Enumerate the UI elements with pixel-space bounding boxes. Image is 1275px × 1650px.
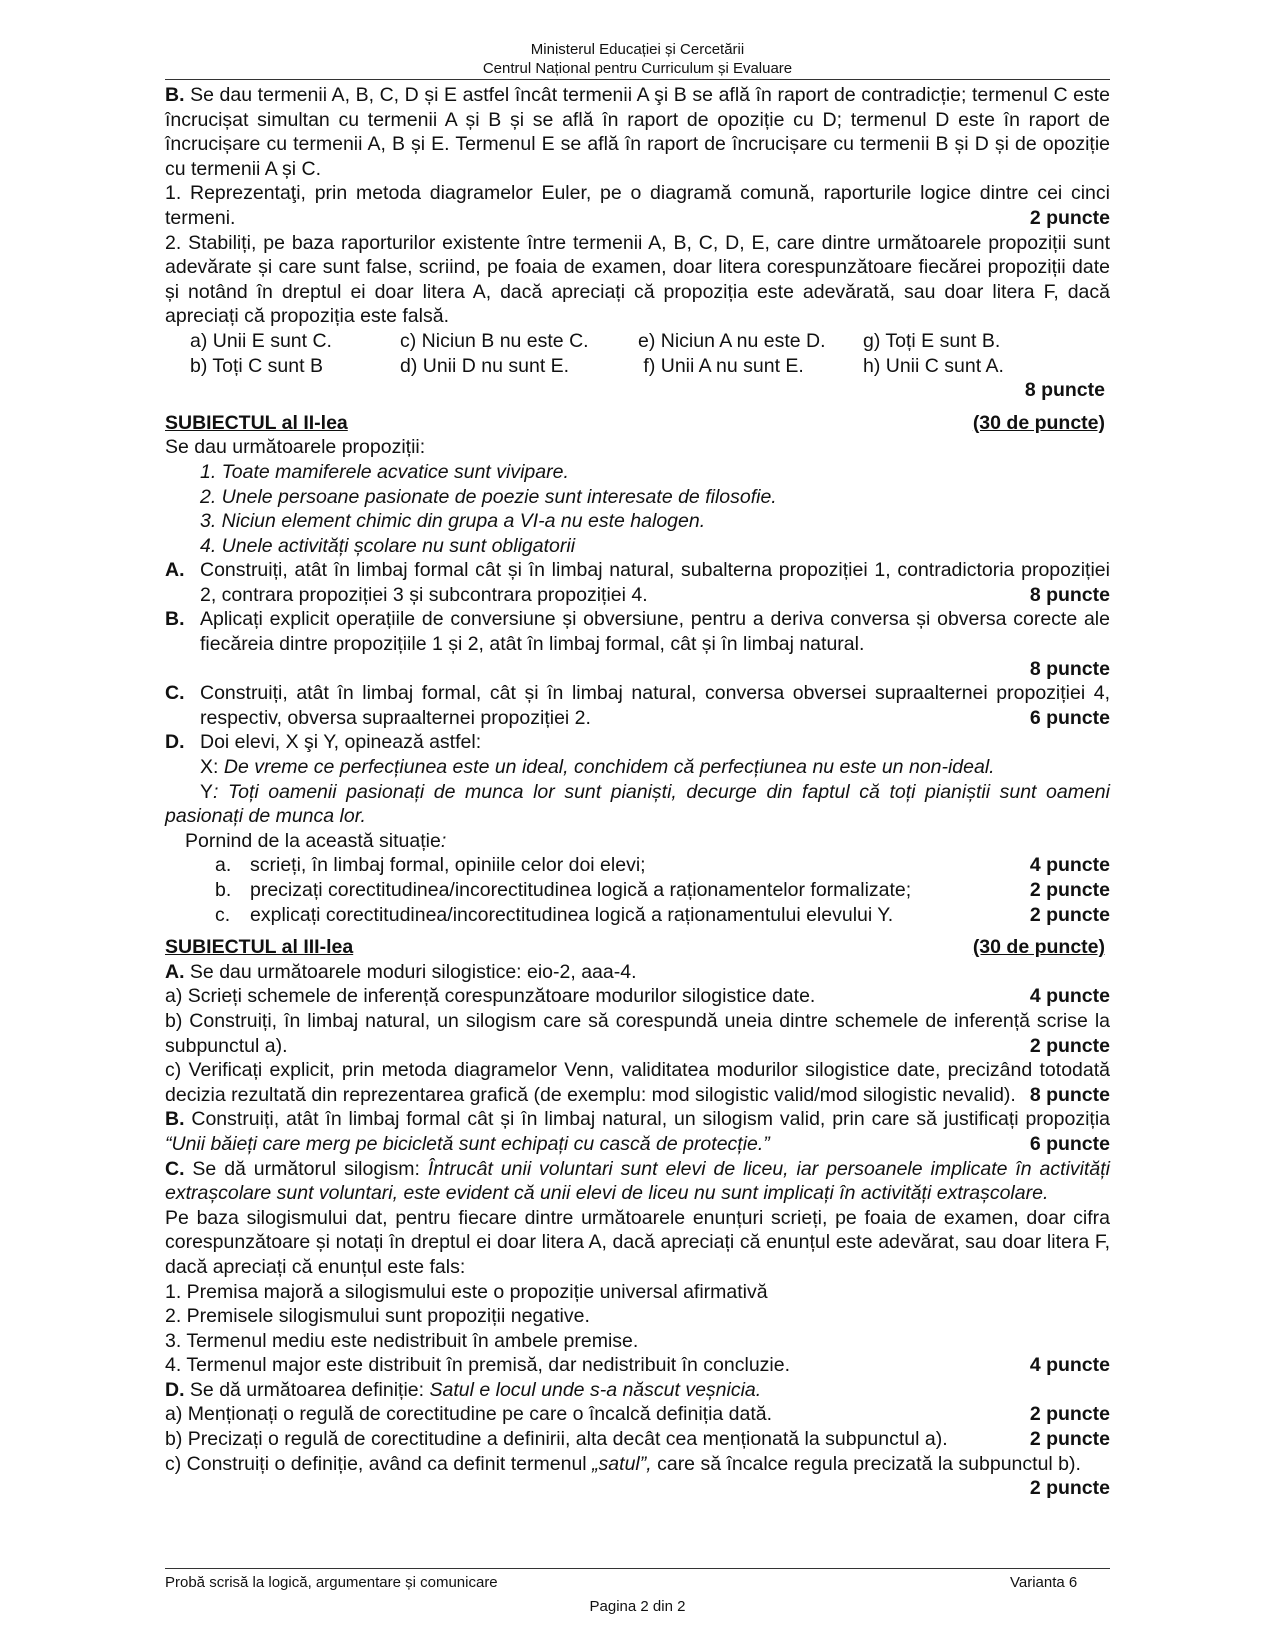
s1b-q2: 2. Stabiliți, pe baza raporturilor existente între termenii A, B, C, D, E, care dintre următoarele propoziții sunt adevărate și care sunt false, scriind, pe foaia de examen, doar litera corespunzătoare fiecărei propoziții date și notând în dreptul ei doar litera A, dacă apreciați că propoziția este adevărată, sau doar litera F, dacă apreciați că propoziția este falsă. [165,231,1110,328]
footer-rule [165,1568,1110,1569]
s3-A-c: c) Verificați explicit, prin metoda diagramelor Venn, validitatea modurilor silogistice date, precizând totodată decizia rezultată din reprezentarea grafică (de exemplu: mod silogistic valid/mod silogistic nevalid). 8 puncte [165,1059,1110,1106]
options-row: b) Toți C sunt B d) Unii D nu sunt E. f) Unii A nu sunt E. h) Unii C sunt A. [190,354,1004,377]
s2-D-x: X: De vreme ce perfecțiunea este un ideal, conchidem că perfecțiunea nu este un non-ideal. [200,756,995,779]
s1b-options [190,329,1004,378]
s3-C-instr: Pe baza silogismului dat, pentru fiecare dintre următoarele enunțuri scrieți, pe foaia de examen, doar cifra corespunzătoare și notați în dreptul ei doar litera A, dacă apreciați că enunțul este adevărat, sau doar litera F, dacă apreciați că enunțul este fals: [165,1206,1110,1278]
s3-B: B. Construiți, atât în limbaj formal cât și în limbaj natural, un silogism valid, prin care să justificați propoziția “Unii băieți care merg pe bicicletă sunt echipați cu cască de protecție.” 6 puncte [165,1108,1111,1155]
s3-heading: SUBIECTUL al III-lea (30 de puncte) [165,936,1105,959]
options-row: a) Unii E sunt C. c) Niciun B nu este C. e) Niciun A nu este D. g) Toți E sunt B. [190,329,1001,352]
s2-D-item: a. scrieți, în limbaj formal, opiniile celor doi elevi; 4 puncte [215,854,1110,877]
page-content [165,83,1110,1501]
header-ministry: Ministerul Educației și Cercetării [530,41,745,58]
footer-page-number: Pagina 2 din 2 [589,1598,686,1615]
s3-C-item: 1. Premisa majoră a silogismului este o propoziție universal afirmativă [165,1280,768,1303]
s2-C: C. Construiți, atât în limbaj formal, cât și în limbaj natural, conversa obversei supraalternei propoziției 4, respectiv, obversa supraalternei propoziției 2. 6 puncte [165,682,1110,729]
s2-D-item: c. explicați corectitudinea/incorectitudinea logică a raționamentului elevului Y. 2 puncte [215,903,1110,926]
s3-A-a: a) Scrieți schemele de inferență corespunzătoare modurilor silogistice date. 4 puncte [165,985,1110,1008]
s3-C-item: 3. Termenul mediu este nedistribuit în ambele premise. [165,1329,639,1352]
s3-C: C. Se dă următorul silogism: Întrucât unii voluntari sunt elevi de liceu, iar persoanele implicate în activități extrașcolare sunt voluntari, este evident că unii elevi de liceu nu sunt implicați în activități extrașcolare. [165,1157,1110,1205]
s1b-q2-points: 8 puncte [1024,379,1105,402]
s2-A: A. Construiți, atât în limbaj formal cât și în limbaj natural, subalterna propoziției 1, contradictoria propoziției 2, contrara propoziției 3 și subcontrara propoziției 4. 8 puncte [165,559,1110,606]
s2-prop: 4. Unele activități școlare nu sunt obligatorii [200,534,576,557]
s1b-q1-points: 2 puncte [1029,206,1110,229]
s2-D: D. Doi elevi, X şi Y, opinează astfel: [165,731,482,754]
s1b-q1: 1. Reprezentaţi, prin metoda diagramelor Euler, pe o diagramă comună, raporturile logice dintre cei cinci termeni. 2 puncte [165,182,1110,229]
header-rule [165,79,1110,80]
s3-A: A. Se dau următoarele moduri silogistice: eio-2, aaa-4. [165,960,637,983]
s2-D-start: Pornind de la această situație: [185,829,447,852]
s3-D-b: b) Precizați o regulă de corectitudine a definirii, alta decât cea menționată la subpunctul a). 2 puncte [165,1428,1110,1451]
s2-B-points: 8 puncte [1029,657,1110,680]
s2-heading: SUBIECTUL al II-lea (30 de puncte) [165,411,1105,434]
s2-prop: 3. Niciun element chimic din grupa a VI-a nu este halogen. [200,510,706,533]
s2-D-y: Y: Toți oamenii pasionați de munca lor sunt pianiști, decurge din faptul că toți pianiștii sunt oameni pasionați de munca lor. [165,780,1110,828]
s3-D: D. Se dă următoarea definiție: Satul e locul unde s-a născut veșnicia. [165,1378,762,1401]
s3-C-item: 4. Termenul major este distribuit în premisă, dar nedistribuit în concluzie. 4 puncte [165,1354,1110,1377]
footer-variant: Varianta 6 [1010,1574,1078,1591]
s3-D-a: a) Menționați o regulă de corectitudine pe care o încalcă definiția dată. 2 puncte [165,1403,1110,1426]
s1b-intro: B. Se dau termenii A, B, C, D și E astfel încât termenii A şi B se află în raport de contradicție; termenul C este încrucișat simultan cu termenii A și B și se află în raport de opoziție cu D; termenul D este în raport de încrucișare cu termenii A, B și E. Termenul E se află în raport de încrucișare cu termenii B și D și de opoziție cu termenii A și C. [165,84,1111,180]
s2-intro: Se dau următoarele propoziții: [165,436,426,459]
s1b-label: B. [165,84,185,106]
header-center: Centrul Național pentru Curriculum și Evaluare [482,60,793,77]
s2-prop: 1. Toate mamiferele acvatice sunt vivipare. [200,460,569,483]
footer-title: Probă scrisă la logică, argumentare și comunicare [165,1574,498,1591]
s3-C-item: 2. Premisele silogismului sunt propoziții negative. [165,1305,590,1328]
s2-prop: 2. Unele persoane pasionate de poezie sunt interesate de filosofie. [200,485,777,508]
s2-D-item: b. precizați corectitudinea/incorectitudinea logică a raționamentelor formalizate; 2 puncte [215,879,1110,901]
s3-A-b: b) Construiți, în limbaj natural, un silogism care să corespundă uneia dintre schemele de inferență scrise la subpunctul a). 2 puncte [165,1009,1110,1057]
s2-B: B. Aplicați explicit operațiile de conversiune și obversiune, pentru a deriva conversa și obversa corecte ale fiecăreia dintre propozițiile 1 și 2, atât în limbaj formal, cât și în limbaj natural. [165,608,1110,656]
s3-D-c: c) Construiți o definiție, având ca definit termenul „satul”, care să încalce regula precizată la subpunctul b). 2 puncte [165,1452,1110,1500]
